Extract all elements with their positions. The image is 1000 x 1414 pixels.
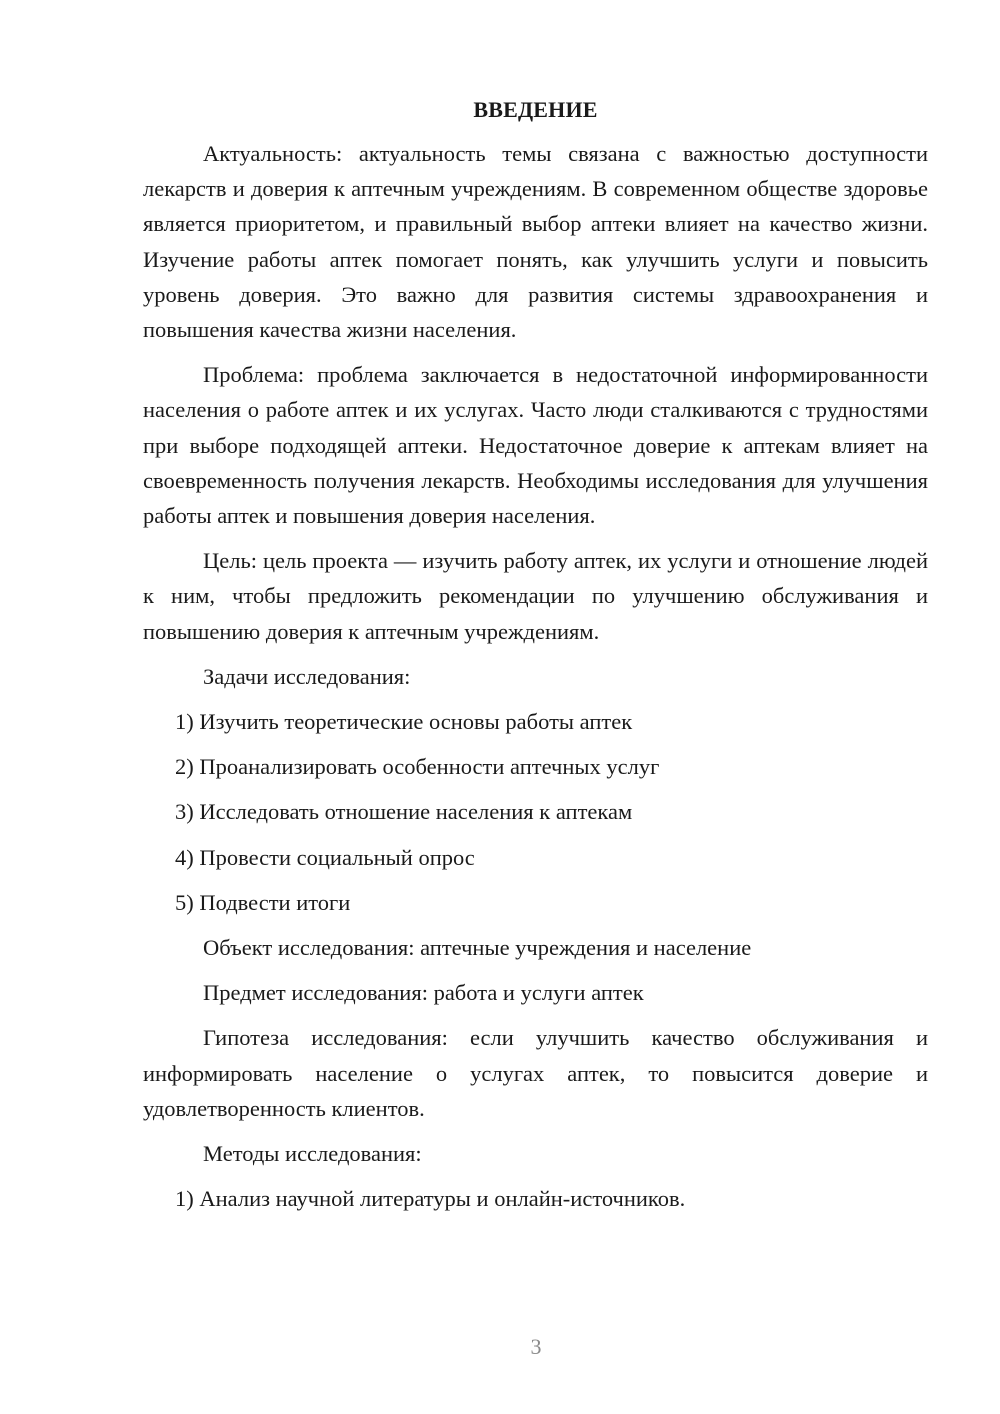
- research-subject: Предмет исследования: работа и услуги аптек: [203, 980, 644, 1006]
- page-content: [143, 94, 928, 1226]
- problem-paragraph: Проблема: проблема заключается в недостаточной информированности населения о работе аптек и их услугах. Часто люди сталкиваются с трудностями при выборе подходящей аптеки. Недостаточное доверие к аптекам влияет на своевременность получения лекарств. Необходимы исследования для улучшения работы аптек и повышения доверия населения.: [143, 362, 928, 529]
- section-title: ВВЕДЕНИЕ: [473, 97, 598, 122]
- research-object: Объект исследования: аптечные учреждения и население: [203, 935, 752, 961]
- task-item: 1) Изучить теоретические основы работы аптек: [175, 709, 633, 735]
- task-item: 5) Подвести итоги: [175, 889, 351, 915]
- hypothesis-paragraph: Гипотеза исследования: если улучшить качество обслуживания и информировать население о услугах аптек, то повысится доверие и удовлетворенность клиентов.: [143, 1025, 928, 1121]
- page-number: 3: [530, 1334, 542, 1359]
- method-item: 1) Анализ научной литературы и онлайн-источников.: [175, 1186, 686, 1212]
- task-item: 3) Исследовать отношение населения к аптекам: [175, 799, 633, 825]
- goal-paragraph: Цель: цель проекта — изучить работу аптек, их услуги и отношение людей к ним, чтобы предложить рекомендации по улучшению обслуживания и повышению доверия к аптечным учреждениям.: [143, 548, 928, 644]
- task-item: 2) Проанализировать особенности аптечных услуг: [175, 754, 660, 780]
- relevance-paragraph: Актуальность: актуальность темы связана с важностью доступности лекарств и доверия к аптечным учреждениям. В современном обществе здоровье является приоритетом, и правильный выбор аптеки влияет на качество жизни. Изучение работы аптек помогает понять, как улучшить услуги и повысить уровень доверия. Это важно для развития системы здравоохранения и повышения качества жизни населения.: [143, 141, 928, 343]
- methods-heading: Методы исследования:: [203, 1141, 422, 1167]
- task-item: 4) Провести социальный опрос: [175, 844, 475, 870]
- tasks-heading: Задачи исследования:: [203, 663, 411, 689]
